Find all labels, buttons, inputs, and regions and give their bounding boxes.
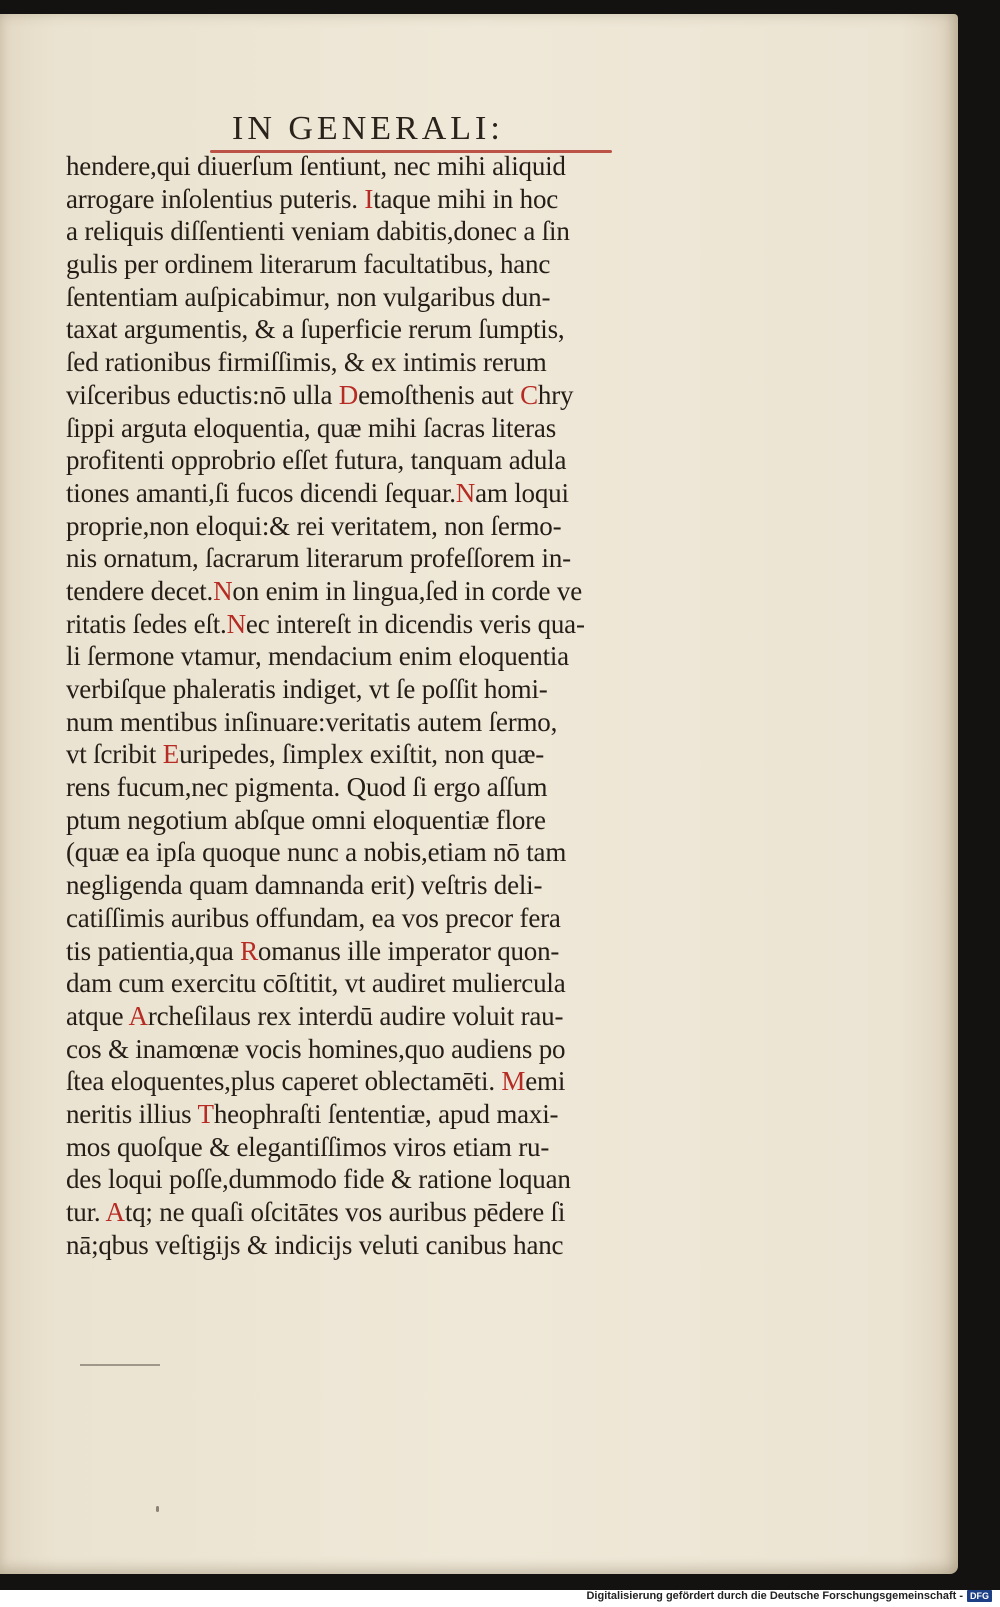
text-line: hendere,qui diuerſum ſentiunt, nec mihi aliquid — [66, 151, 566, 181]
text-line: proprie,non eloqui:& rei veritatem, non ſermo- — [66, 510, 562, 541]
text-line: neritis illius Theophraſti ſententiæ, apud maxi- — [66, 1098, 559, 1129]
rubricated-initial: A — [105, 1197, 125, 1227]
rubricated-initial: D — [338, 379, 359, 410]
text-line: arrogare inſolentius puteris. Itaque mihi in hoc — [66, 183, 559, 214]
text-line: li ſermone vtamur, mendacium enim eloquentia — [66, 641, 569, 672]
text-line: (quæ ea ipſa quoque nunc a nobis,etiam nō tam — [66, 837, 567, 868]
text-line: cos & inamœnæ vocis homines,quo audiens po — [66, 1033, 566, 1064]
page-mark — [80, 1364, 160, 1366]
text-line: ſippi arguta eloquentia, quæ mihi ſacras literas — [66, 412, 557, 443]
text-line: nis ornatum, ſacrarum literarum profeſſorem in- — [66, 543, 571, 574]
text-line: ſententiam auſpicabimur, non vulgaribus dun- — [66, 281, 551, 312]
text-line: tiones amanti,ſi fucos dicendi ſequar.Nam loqui — [66, 477, 569, 508]
rubricated-initial: I — [364, 183, 374, 214]
text-line: nā;qbus veſtigijs & indicijs veluti canibus hanc — [66, 1229, 564, 1260]
dfg-logo-icon: DFG — [967, 1590, 992, 1602]
paper-speck — [156, 1506, 159, 1512]
rubricated-initial: N — [226, 608, 246, 639]
text-line: profitenti opprobrio eſſet futura, tanquam adula — [66, 445, 567, 476]
text-line: ſed rationibus firmiſſimis, & ex intimis rerum — [66, 347, 547, 378]
digitization-footer — [586, 1590, 992, 1602]
rubricated-initial: C — [520, 379, 538, 410]
rubricated-initial: A — [128, 1000, 148, 1031]
text-line: des loqui poſſe,dummodo fide & ratione loquan — [66, 1164, 571, 1195]
rubricated-initial: N — [455, 477, 476, 508]
text-line: catiſſimis auribus offundam, ea vos precor fera — [66, 902, 561, 933]
text-line: a reliquis diſſentienti veniam dabitis,donec a ſin — [66, 216, 570, 247]
text-line: rens fucum,nec pigmenta. Quod ſi ergo aſſum — [66, 772, 548, 803]
text-line: ſtea eloquentes,plus caperet oblectamēti. Memi — [66, 1066, 566, 1097]
running-head: IN GENERALI: — [232, 110, 504, 147]
text-line: tur. Atq; ne quaſi oſcitātes vos auribus pēdere ſi — [66, 1197, 566, 1227]
rubricated-initial: R — [240, 935, 258, 966]
text-line: mos quoſque & elegantiſſimos viros etiam ru- — [66, 1131, 550, 1162]
text-line: tis patientia,qua Romanus ille imperator quon- — [66, 935, 560, 966]
text-line: taxat argumentis, & a ſuperficie rerum ſumptis, — [66, 314, 565, 345]
rubricated-initial: N — [213, 575, 233, 606]
text-block — [66, 150, 766, 1261]
text-line: atque Archeſilaus rex interdū audire voluit rau- — [66, 1000, 564, 1031]
text-line: negligenda quam damnanda erit) veſtris deli- — [66, 870, 543, 901]
text-line: gulis per ordinem literarum facultatibus, hanc — [66, 249, 551, 280]
text-line: dam cum exercitu cōſtitit, vt audiret muliercula — [66, 968, 566, 999]
rubricated-initial: E — [162, 739, 180, 770]
text-line: vt ſcribit Euripedes, ſimplex exiſtit, non quæ- — [66, 739, 545, 770]
text-line: verbiſque phaleratis indiget, vt ſe poſſit homi- — [66, 674, 548, 704]
text-line: viſceribus eductis:nō ulla Demoſthenis aut Chry — [66, 379, 574, 410]
text-line: ptum negotium abſque omni eloquentiæ flore — [66, 804, 546, 835]
text-line: ritatis ſedes eſt.Nec intereſt in dicendis veris qua- — [66, 608, 585, 639]
footer-credit: Digitalisierung gefördert durch die Deutsche Forschungsgemeinschaft - — [586, 1590, 963, 1602]
rubricated-initial: T — [197, 1098, 214, 1129]
book-page — [0, 14, 958, 1574]
text-line: tendere decet.Non enim in lingua,ſed in corde ve — [66, 575, 582, 606]
rubricated-initial: M — [501, 1066, 526, 1097]
text-line: num mentibus inſinuare:veritatis autem ſermo, — [66, 706, 558, 737]
